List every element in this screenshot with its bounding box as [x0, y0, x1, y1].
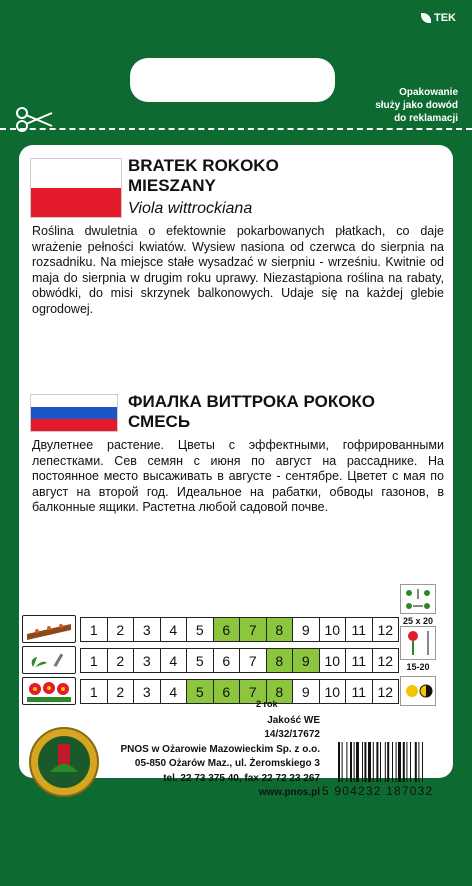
- month-cell: 1: [81, 618, 108, 641]
- tek-brand: [421, 12, 456, 24]
- brand-text: TEK: [434, 12, 456, 24]
- packaging-note: [375, 86, 458, 125]
- month-cell: 3: [134, 680, 161, 703]
- cut-line: [0, 128, 472, 130]
- month-cell: 1: [81, 649, 108, 672]
- barcode-number: 5 904232 187032: [322, 784, 434, 798]
- month-cell: 7: [240, 618, 267, 641]
- month-cell: 3: [134, 618, 161, 641]
- month-cell: 1: [81, 680, 108, 703]
- month-cell: 10: [320, 649, 347, 672]
- month-cell: 8: [267, 618, 294, 641]
- month-cell: 6: [214, 680, 241, 703]
- polish-description: Roślina dwuletnia o efektownie pokarbowanych płatkach, co daje wrażenie pełności kwiatów. Wysiew nasiona od czerwca do sierpnia na rozsadniku. Na miejsce stałe wysadzać w sierpniu - wrześniu. Kwitnie od maja do sierpnia w drugim roku uprawy. Niezastąpiona roślina na rabaty, obwódki, do misi skrzynek balkonowych. Udaje się na każdej glebie ogrodowej.: [32, 224, 444, 316]
- russian-description: Двулетнее растение. Цветы с эффектными, гофрированными лепестками. Сев семян с июня по август на рассаднике. На постоянное место высаживать в августе - сентябре. Цветет с мая по август на второй год. Идеальное на рабатки, обводы газонов, в балконные ящики. Растетна любой садовой почве.: [32, 438, 444, 515]
- month-cell: 8: [267, 680, 294, 703]
- month-cell: 11: [346, 680, 373, 703]
- month-cell: 5: [187, 680, 214, 703]
- barcode-icon: [336, 742, 444, 790]
- seed-tray-icon: [22, 615, 76, 643]
- month-cell: 9: [293, 649, 320, 672]
- month-cell: 7: [240, 649, 267, 672]
- hang-hole: [130, 58, 335, 102]
- month-cell: 2: [108, 680, 135, 703]
- planting-calendar-row: [80, 648, 399, 673]
- month-cell: 12: [377, 683, 394, 700]
- month-cell: 12: [377, 621, 394, 638]
- company-info: Jakość WE 14/32/17672 PNOS w Ożarowie Mazowieckim Sp. z o.o. 05-850 Ożarów Maz., ul. Żeromskiego 3 tel. 22 73 375 40, fax 22 72 23 267 www.pnos.pl: [120, 715, 320, 799]
- polish-flag-icon: [30, 158, 122, 218]
- month-cell: 3: [134, 649, 161, 672]
- second-year-label: 2 rok: [256, 699, 278, 709]
- polish-title: BRATEK ROKOKO MIESZANY: [128, 156, 279, 195]
- month-cell: 7: [240, 680, 267, 703]
- month-cell: 12: [377, 652, 394, 669]
- month-cell: 9: [293, 618, 320, 641]
- note-line: do reklamacji: [394, 113, 458, 124]
- sowing-calendar-row: [80, 617, 399, 642]
- month-cell: 5: [187, 649, 214, 672]
- flowers-icon: [22, 677, 76, 705]
- russian-title: ФИАЛКА ВИТТРОКА РОКОКО СМЕСЬ: [128, 392, 376, 431]
- month-cell: 2: [108, 618, 135, 641]
- month-cell: 8: [267, 649, 294, 672]
- month-cell: 4: [161, 680, 188, 703]
- month-cell: 10: [320, 680, 347, 703]
- seedling-planting-icon: [22, 646, 76, 674]
- plant-height-icon: [400, 626, 436, 660]
- sun-partial-shade-icon: [400, 676, 436, 706]
- month-cell: 6: [214, 649, 241, 672]
- month-cell: 4: [161, 618, 188, 641]
- month-cell: 9: [293, 680, 320, 703]
- spacing-value: 25 x 20: [402, 616, 434, 626]
- month-cell: 10: [320, 618, 347, 641]
- russian-flag-icon: [30, 394, 118, 432]
- month-cell: 5: [187, 618, 214, 641]
- height-value: 15-20: [406, 662, 430, 672]
- month-cell: 2: [108, 649, 135, 672]
- leaf-icon: [421, 13, 431, 23]
- note-line: służy jako dowód: [375, 100, 458, 111]
- pnos-logo: [28, 726, 100, 798]
- month-cell: 11: [346, 649, 373, 672]
- latin-name: Viola wittrockiana: [128, 200, 253, 217]
- note-line: Opakowanie: [399, 87, 458, 98]
- month-cell: 6: [214, 618, 241, 641]
- spacing-icon: [400, 584, 436, 614]
- month-cell: 11: [346, 618, 373, 641]
- flowering-calendar-row: [80, 679, 399, 704]
- month-cell: 4: [161, 649, 188, 672]
